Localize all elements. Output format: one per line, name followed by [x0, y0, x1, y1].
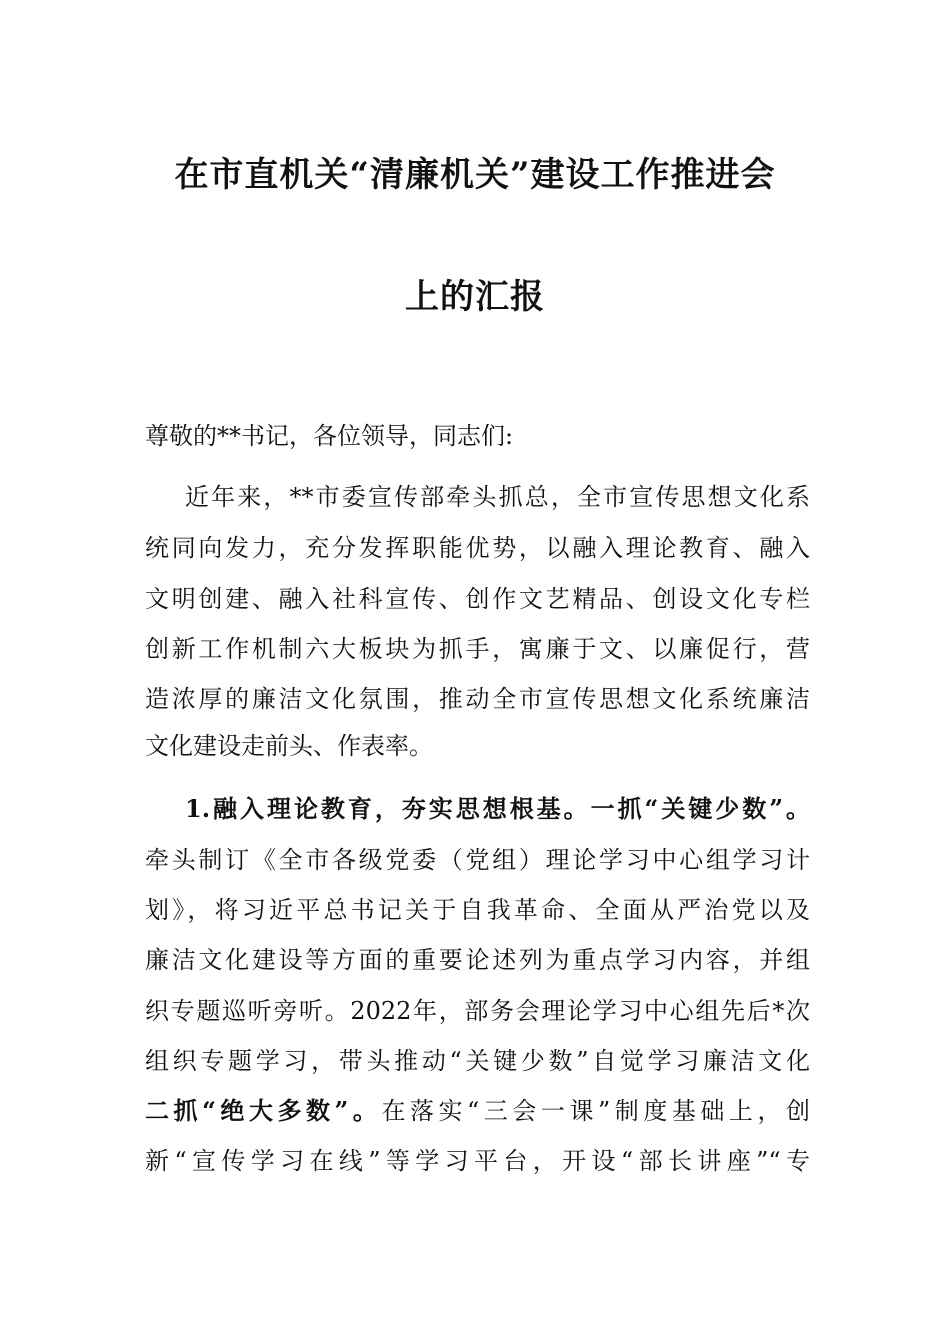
paragraph-1-line-5: 造浓厚的廉洁文化氛围，推动全市宣传思想文化系统廉洁: [145, 685, 810, 713]
paragraph-1-line-2: 统同向发力，充分发挥职能优势，以融入理论教育、融入: [145, 534, 810, 562]
section-1-line-5: 组织专题学习，带头推动“关键少数”自觉学习廉洁文化: [145, 1047, 810, 1075]
paragraph-1-line-3: 文明创建、融入社科宣传、创作文艺精品、创设文化专栏: [145, 585, 810, 613]
section-1-line-6-text: 在落实“三会一课”制度基础上，创: [381, 1097, 811, 1125]
section-1-line-2: 划》，将习近平总书记关于自我革命、全面从严治党以及: [145, 896, 810, 924]
section-1-line-4: 织专题巡听旁听。2022年，部务会理论学习中心组先后*次: [145, 997, 810, 1025]
salutation: 尊敬的**书记，各位领导，同志们:: [145, 422, 514, 450]
section-1-subheading-2: 二抓“绝大多数”。: [145, 1096, 382, 1125]
paragraph-1-line-1: 近年来，**市委宣传部牵头抓总，全市宣传思想文化系: [185, 483, 810, 511]
section-1-line-1: 牵头制订《全市各级党委（党组）理论学习中心组学习计: [145, 846, 810, 874]
section-1-line-3: 廉洁文化建设等方面的重要论述列为重点学习内容，并组: [145, 946, 810, 974]
document-title-line-1: 在市直机关“清廉机关”建设工作推进会: [174, 155, 776, 195]
section-1-line-6: [145, 1096, 810, 1126]
paragraph-1-line-4: 创新工作机制六大板块为抓手，寓廉于文、以廉促行，营: [145, 635, 810, 663]
document-title-line-2: 上的汇报: [405, 277, 545, 317]
paragraph-1-line-6: 文化建设走前头、作表率。: [145, 732, 433, 760]
section-1-line-7: 新“宣传学习在线”等学习平台，开设“部长讲座”“专: [145, 1147, 810, 1175]
section-1-heading: 1.融入理论教育，夯实思想根基。一抓“关键少数”。: [185, 794, 810, 823]
